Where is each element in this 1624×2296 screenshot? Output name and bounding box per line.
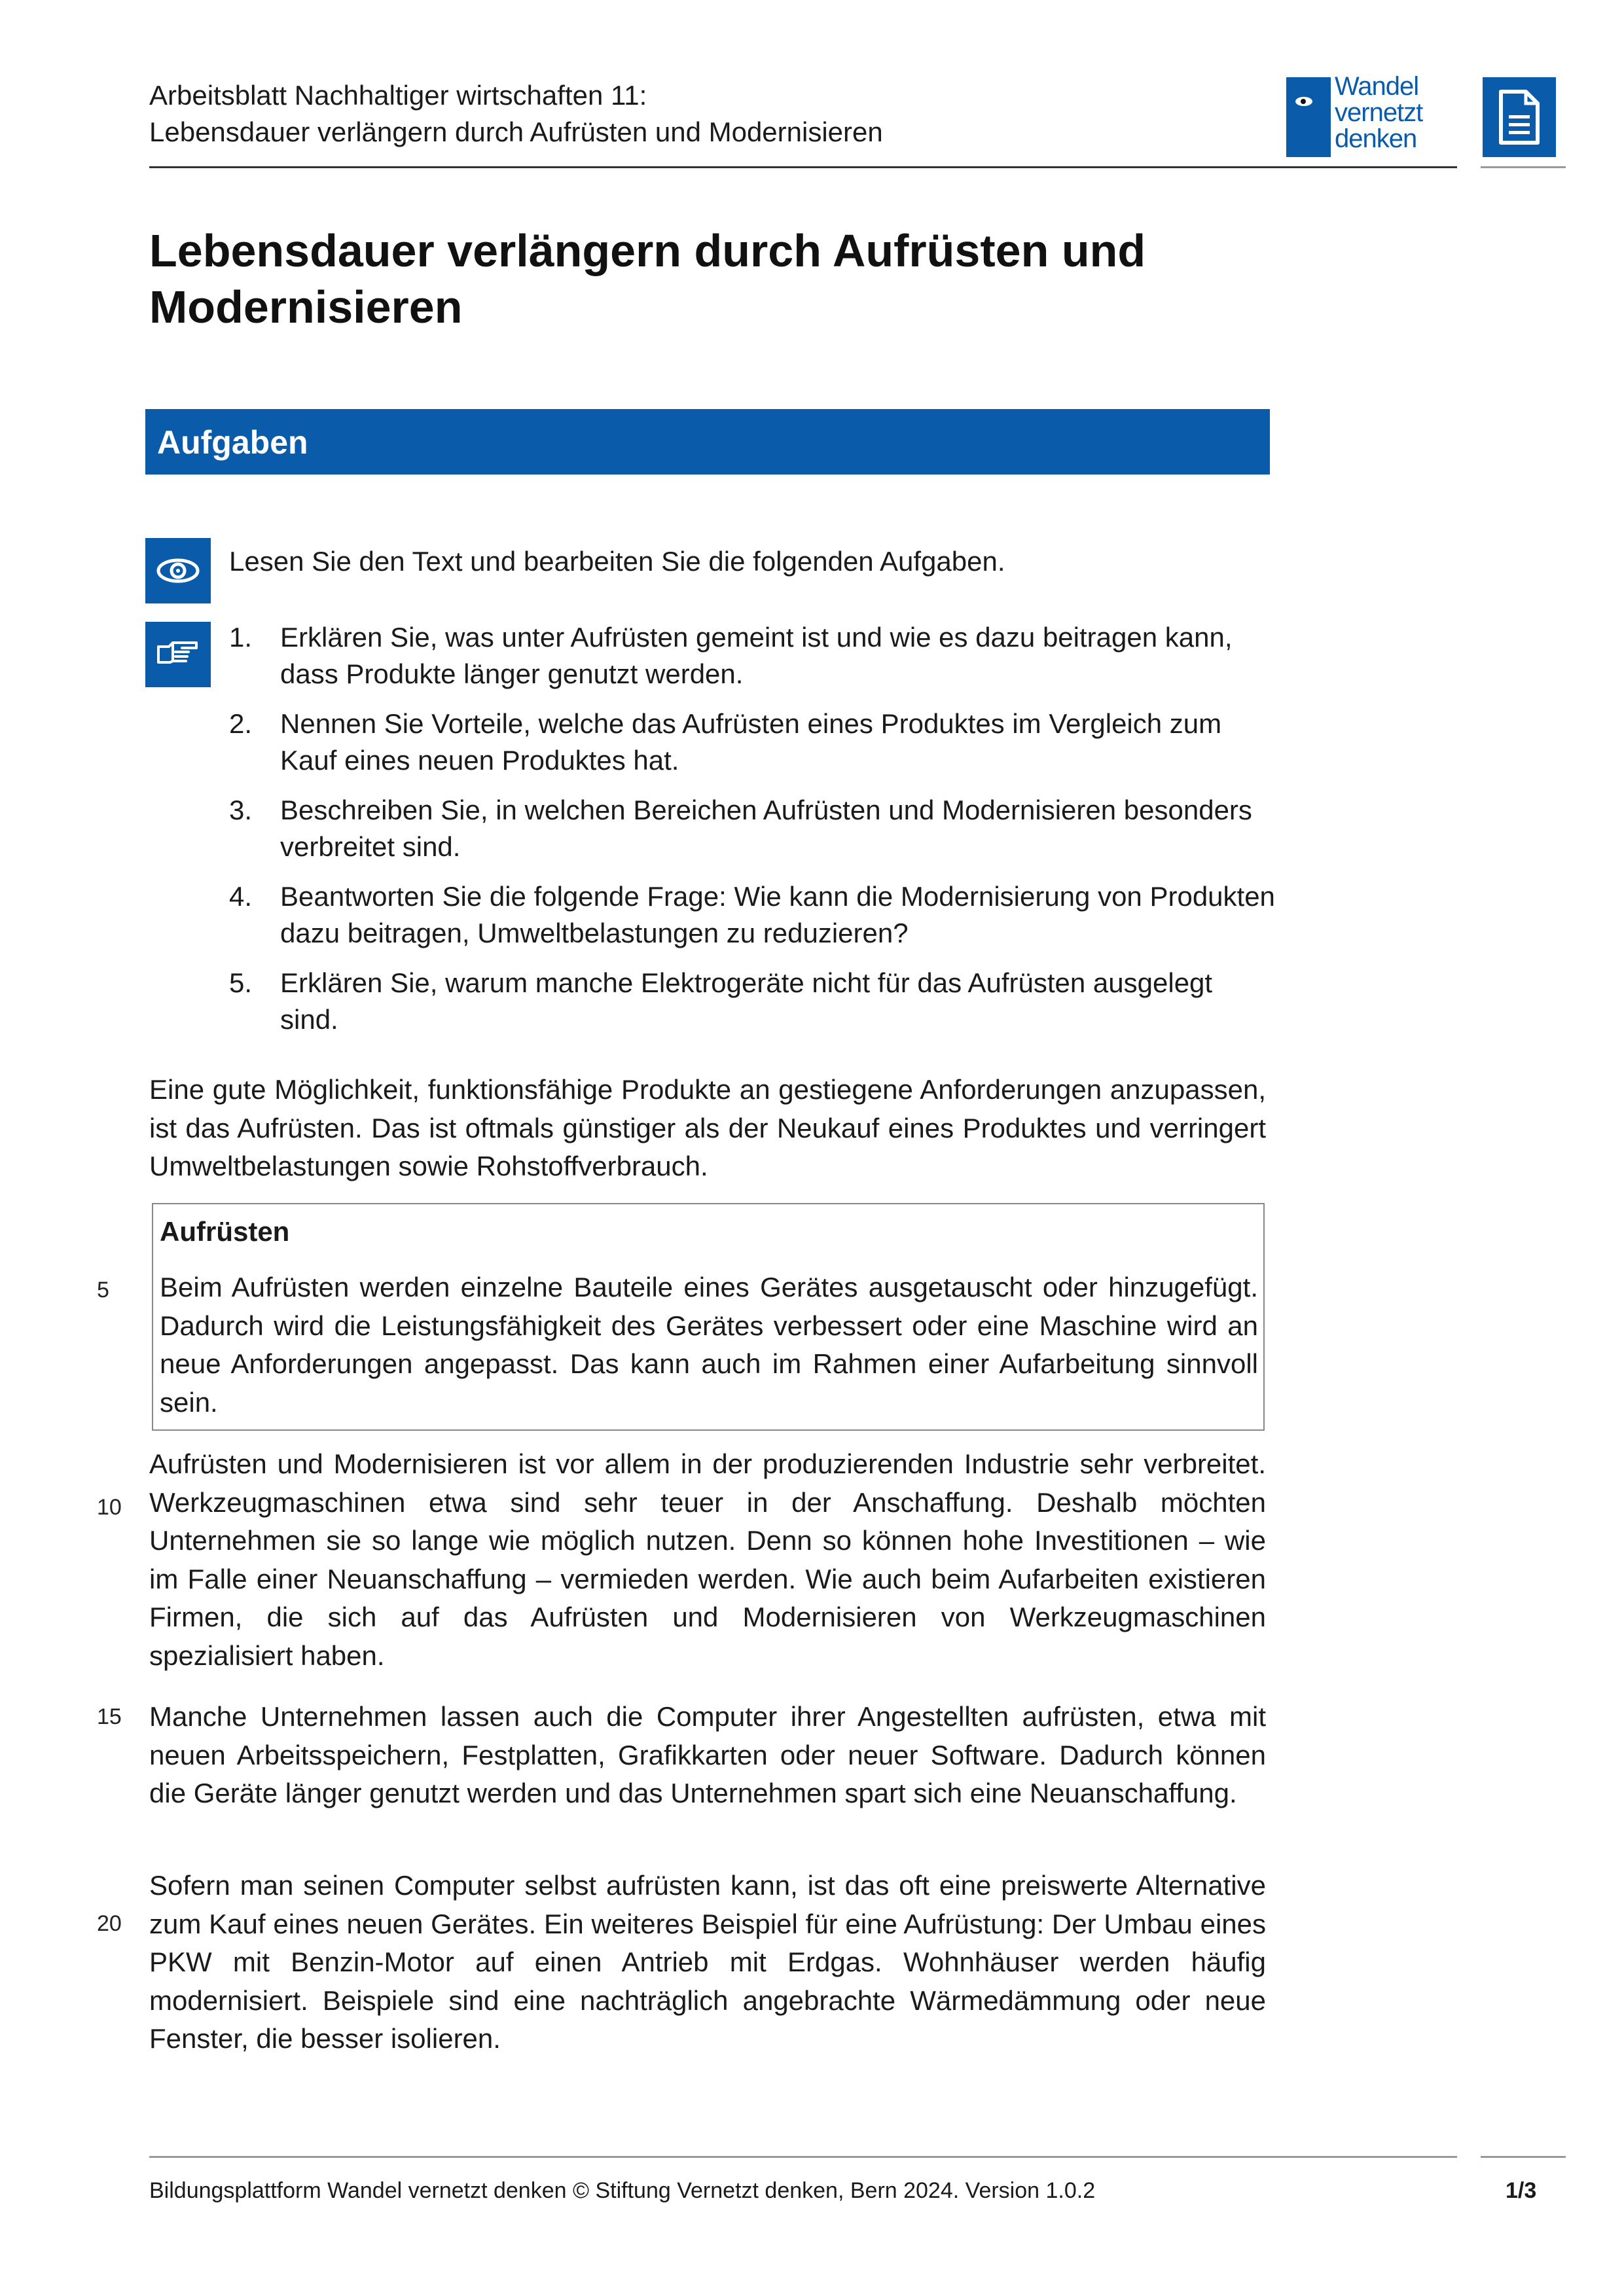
- instruction-text: Lesen Sie den Text und bearbeiten Sie die folgenden Aufgaben.: [229, 546, 1005, 577]
- list-item: 5. Erklären Sie, warum manche Elektrogeräte nicht für das Aufrüsten ausgelegt sind.: [229, 967, 1213, 1035]
- line-number: 10: [97, 1495, 122, 1520]
- intro-paragraph: Eine gute Möglichkeit, funktionsfähige Produkte an gestiegene Anforderungen anzupassen, ist das Aufrüsten. Das ist oftmals günstiger als der Neukauf eines Produktes und verringert Umweltbelastungen sowie Rohstoffverbrauch.: [149, 1074, 1266, 1181]
- header-line-1: Arbeitsblatt Nachhaltiger wirtschaften 11:: [149, 80, 647, 111]
- header-divider: [149, 166, 1457, 168]
- footer-divider: [149, 2156, 1457, 2158]
- header-title: [149, 77, 883, 151]
- wandel-vernetzt-denken-logo: [1286, 72, 1463, 157]
- section-heading-bar: [145, 409, 1270, 475]
- list-item: 3. Beschreiben Sie, in welchen Bereichen Aufrüsten und Modernisieren besonders verbreitet sind.: [229, 795, 1252, 862]
- page-number: 1/3: [1506, 2178, 1537, 2203]
- page-title: Lebensdauer verlängern durch Aufrüsten und Modernisieren: [149, 225, 1146, 332]
- eye-read-icon: [145, 538, 211, 603]
- body-paragraph-2: Manche Unternehmen lassen auch die Computer ihrer Angestellten aufrüsten, etwa mit neuen Arbeitsspeichern, Festplatten, Grafikkarten oder neuer Software. Dadurch können die Geräte länger genutzt werden und das Unternehmen spart sich eine Neuanschaffung.: [149, 1701, 1266, 1808]
- logo-text: Wandel vernetzt denken: [1335, 72, 1423, 153]
- footer-text: Bildungsplattform Wandel vernetzt denken © Stiftung Vernetzt denken, Bern 2024. Version 1.0.2: [149, 2178, 1096, 2203]
- header-line-2: Lebensdauer verlängern durch Aufrüsten und Modernisieren: [149, 117, 883, 147]
- pointing-hand-icon: [145, 622, 211, 687]
- body-paragraph-1: Aufrüsten und Modernisieren ist vor allem in der produzierenden Industrie sehr verbreitet. Werkzeugmaschinen etwa sind sehr teuer in der Anschaffung. Deshalb möchten Unternehmen sie so lange wie möglich nutzen. Denn so können hohe Investitionen – wie im Falle einer Neuanschaffung – vermieden werden. Wie auch beim Aufarbeiten existieren Firmen, die sich auf das Aufrüsten und Modernisieren von Werkzeugmaschinen spezialisiert haben.: [149, 1448, 1266, 1671]
- eye-icon: [1295, 97, 1312, 106]
- list-item: 1. Erklären Sie, was unter Aufrüsten gemeint ist und wie es dazu beitragen kann, dass Produkte länger genutzt werden.: [229, 622, 1233, 689]
- line-number: 20: [97, 1911, 122, 1936]
- definition-title: Aufrüsten: [160, 1216, 290, 1247]
- line-number: 15: [97, 1704, 122, 1729]
- task-list: [229, 619, 1276, 1051]
- line-number: 5: [97, 1278, 109, 1302]
- definition-box: [152, 1203, 1265, 1431]
- logo-block: [1286, 77, 1331, 157]
- header-divider-right: [1481, 166, 1566, 168]
- document-icon: [1483, 77, 1556, 157]
- list-item: 2. Nennen Sie Vorteile, welche das Aufrüsten eines Produktes im Vergleich zum Kauf eines neuen Produktes hat.: [229, 708, 1222, 776]
- section-heading: Aufgaben: [157, 424, 308, 461]
- list-item: 4. Beantworten Sie die folgende Frage: Wie kann die Modernisierung von Produkten dazu beitragen, Umweltbelastungen zu reduzieren?: [229, 881, 1275, 948]
- body-paragraph-3: Sofern man seinen Computer selbst aufrüsten kann, ist das oft eine preiswerte Alternative zum Kauf eines neuen Gerätes. Ein weiteres Beispiel für eine Aufrüstung: Der Umbau eines PKW mit Benzin-Motor auf einen Antrieb mit Erdgas. Wohnhäuser werden häufig modernisiert. Beispiele sind eine nachträglich angebrachte Wärmedämmung oder neue Fenster, die besser isolieren.: [149, 1870, 1266, 2054]
- definition-text: Beim Aufrüsten werden einzelne Bauteile eines Gerätes ausgetauscht oder hinzugefügt. Dadurch wird die Leistungsfähigkeit des Gerätes verbessert oder eine Maschine wird an neue Anforderungen angepasst. Das kann auch im Rahmen einer Aufarbeitung sinnvoll sein.: [160, 1272, 1258, 1418]
- footer-divider-right: [1481, 2156, 1566, 2158]
